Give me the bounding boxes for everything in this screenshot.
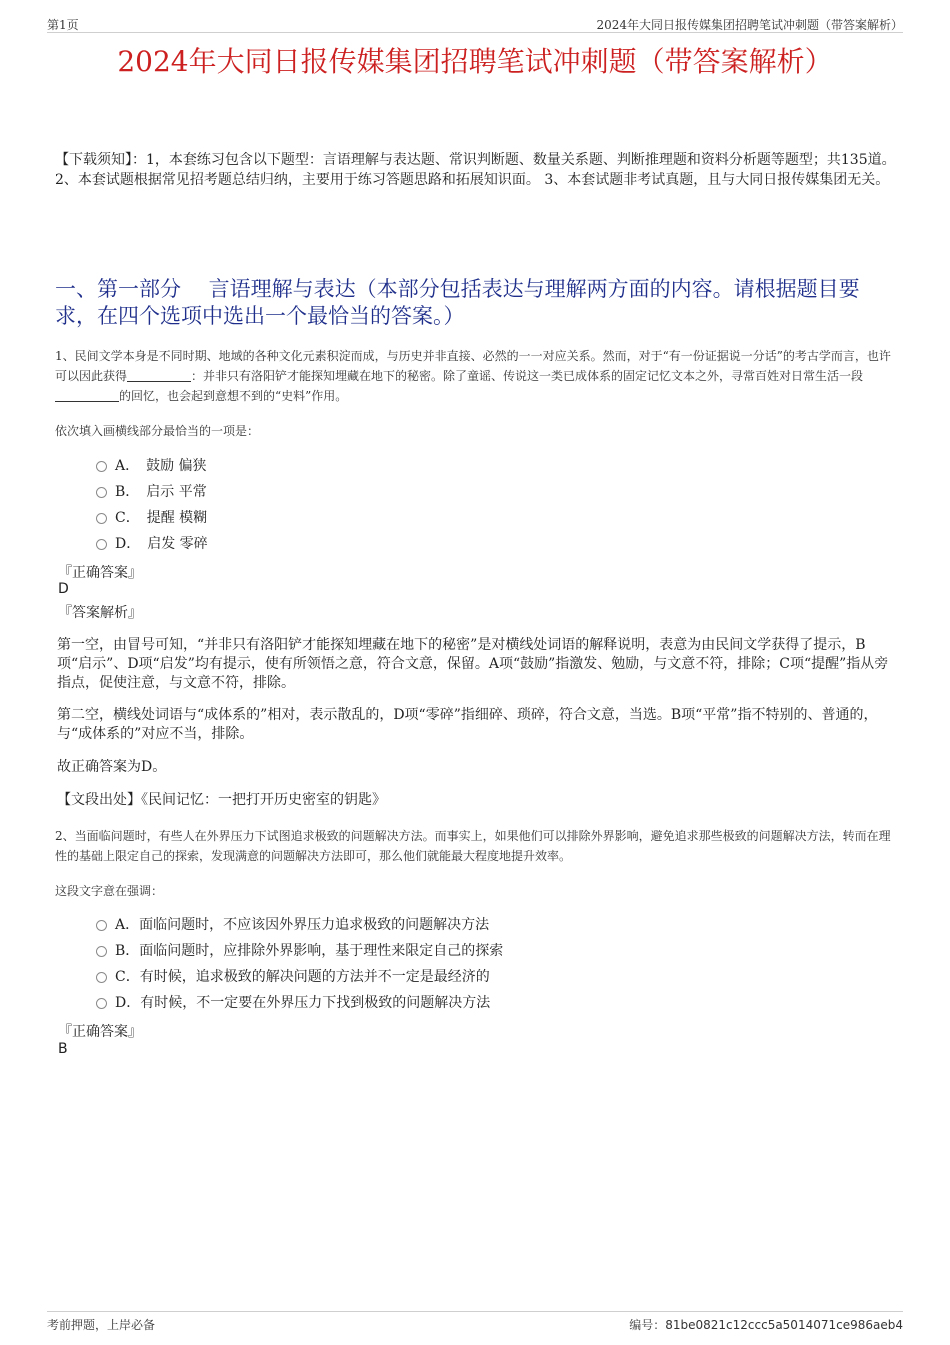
q2-option-c[interactable]: C．有时候，追求极致的解决问题的方法并不一定是最经济的 — [96, 967, 490, 987]
radio-icon[interactable] — [96, 539, 107, 550]
radio-icon[interactable] — [96, 487, 107, 498]
header-doc-title: 2024年大同日报传媒集团招聘笔试冲刺题（带答案解析） — [596, 18, 903, 32]
q1-option-b[interactable]: B． 启示 平常 — [96, 482, 207, 502]
q2-answer: B — [58, 1041, 68, 1057]
q2-option-d[interactable]: D．有时候，不一定要在外界压力下找到极致的问题解决方法 — [96, 993, 490, 1013]
page-footer — [47, 1311, 903, 1332]
question-1-part1: 1、民间文学本身是不同时期、地域的各种文化元素积淀而成，与历史并非直接、必然的一一对应关系。然而，对于“有一份证据说一分话”的考古学而言，也许可以因此获得 — [55, 349, 891, 383]
radio-icon[interactable] — [96, 998, 107, 1009]
question-1-part3: 的回忆，也会起到意想不到的“史料”作用。 — [119, 389, 348, 403]
download-notice: 【下载须知】：1，本套练习包含以下题型：言语理解与表达题、常识判断题、数量关系题、判断推理题和资料分析题等题型；共135道。 2、本套试题根据常见招考题总结归纳，主要用于练习答题思路和拓展知识面。 3、本套试题非考试真题，且与大同日报传媒集团无关。 — [55, 152, 896, 188]
footer-code-value: 81be0821c12ccc5a5014071ce986aeb4 — [665, 1318, 903, 1332]
footer-code-label: 编号： — [629, 1318, 666, 1332]
radio-icon[interactable] — [96, 972, 107, 983]
radio-icon[interactable] — [96, 461, 107, 472]
q1-analysis-label: 『答案解析』 — [58, 605, 142, 621]
q1-source: 【文段出处】《民间记忆：一把打开历史密室的钥匙》 — [57, 792, 386, 808]
question-1-prompt: 依次填入画横线部分最恰当的一项是： — [55, 424, 260, 438]
radio-icon[interactable] — [96, 513, 107, 524]
q2-answer-label: 『正确答案』 — [58, 1024, 142, 1040]
question-2-prompt: 这段文字意在强调： — [55, 884, 164, 898]
q2-option-a[interactable]: A．面临问题时，不应该因外界压力追求极致的问题解决方法 — [96, 915, 489, 935]
question-2-text: 2、当面临问题时，有些人在外界压力下试图追求极致的问题解决方法。而事实上，如果他们可以排除外界影响，避免追求那些极致的问题解决方法，转而在理性的基础上限定自己的探索，发现满意的问题解决方法即可，那么他们就能最大程度地提升效率。 — [55, 829, 891, 863]
section-title: 一、第一部分 言语理解与表达（本部分包括表达与理解两方面的内容。请根据题目要求，在四个选项中选出一个最恰当的答案。） — [55, 277, 860, 328]
page-title: 2024年大同日报传媒集团招聘笔试冲刺题（带答案解析） — [117, 45, 833, 78]
page-number: 第1页 — [47, 18, 79, 32]
q2-option-b[interactable]: B．面临问题时，应排除外界影响，基于理性来限定自己的探索 — [96, 941, 503, 961]
q1-conclusion: 故正确答案为D。 — [57, 759, 167, 775]
q1-option-c[interactable]: C． 提醒 模糊 — [96, 508, 207, 528]
q1-analysis-paragraph: 第一空，由冒号可知，“并非只有洛阳铲才能探知埋藏在地下的秘密”是对横线处词语的解释说明，表意为由民间文学获得了提示，B项“启示”、D项“启发”均有提示，使有所领悟之意，符合文意，保留。A项“鼓励”指激发、勉励，与文意不符，排除；C项“提醒”指从旁指点，促使注意，与文意不符，排除。 — [57, 637, 889, 691]
q1-option-a[interactable]: A． 鼓励 偏狭 — [96, 456, 207, 476]
q1-answer-label: 『正确答案』 — [58, 565, 142, 581]
question-1-part2: ：并非只有洛阳铲才能探知埋藏在地下的秘密。除了童谣、传说这一类已成体系的固定记忆文本之外，寻常百姓对日常生活一段 — [191, 369, 864, 383]
blank-line — [55, 389, 119, 402]
q1-option-d[interactable]: D． 启发 零碎 — [96, 534, 208, 554]
footer-slogan: 考前押题，上岸必备 — [47, 1318, 156, 1332]
page-header — [47, 14, 903, 33]
q1-answer: D — [58, 581, 69, 597]
footer-code — [629, 1316, 903, 1333]
question-1-text — [55, 346, 900, 406]
q1-analysis-paragraph: 第二空，横线处词语与“成体系的”相对，表示散乱的，D项“零碎”指细碎、琐碎，符合文意，当选。B项“平常”指不特别的、普通的，与“成体系的”对应不当，排除。 — [57, 707, 878, 742]
radio-icon[interactable] — [96, 920, 107, 931]
radio-icon[interactable] — [96, 946, 107, 957]
blank-line — [127, 369, 191, 382]
